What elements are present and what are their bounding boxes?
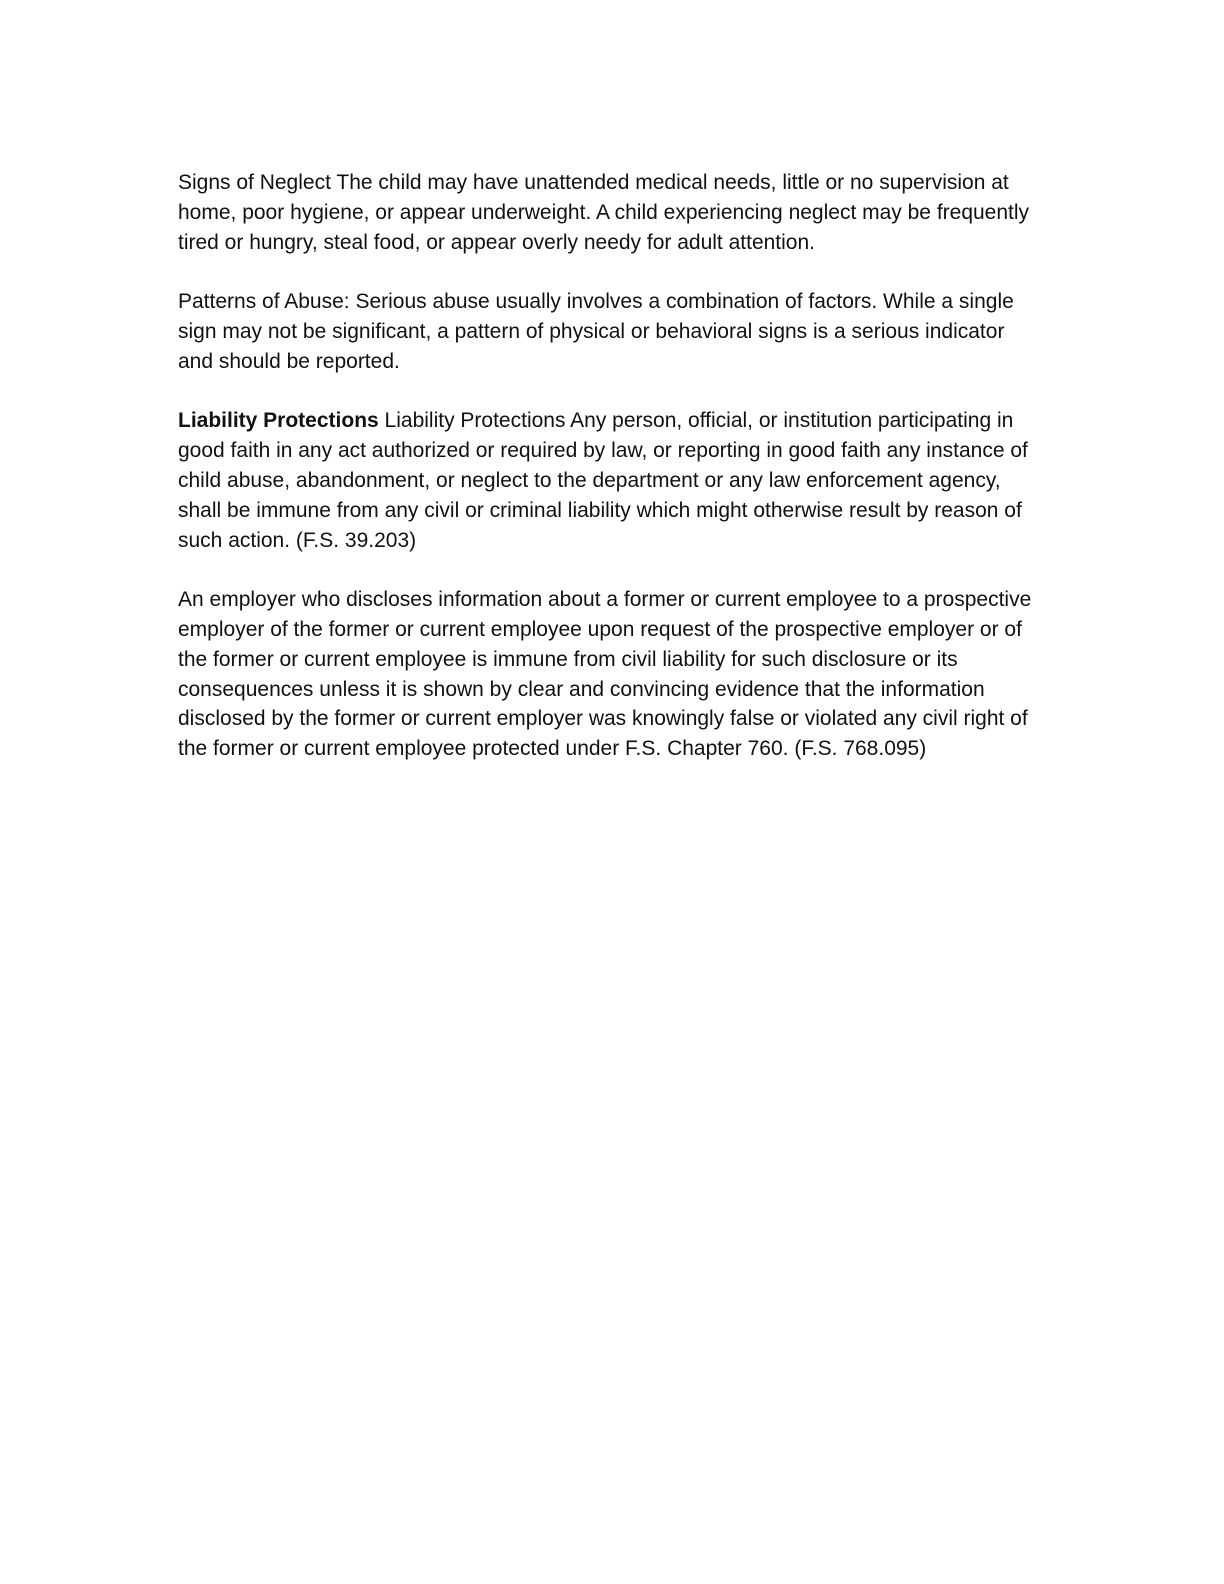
paragraph-employer-disclosure xyxy=(178,585,1038,764)
paragraph-patterns-of-abuse xyxy=(178,287,1038,376)
paragraph-text: Patterns of Abuse: Serious abuse usually involves a combination of factors. While a single sign may not be significant, a pattern of physical or behavioral signs is a serious indicator and should be reported. xyxy=(178,290,1014,373)
paragraph-text: Signs of Neglect The child may have unattended medical needs, little or no supervision at home, poor hygiene, or appear underweight. A child experiencing neglect may be frequently tired or hungry, steal food, or appear overly needy for adult attention. xyxy=(178,171,1030,254)
paragraph-signs-of-neglect xyxy=(178,168,1038,257)
paragraph-text: Liability Protections Any person, official, or institution participating in good faith in any act authorized or required by law, or reporting in good faith any instance of child abuse, abandonment, or neglect to the department or any law enforcement agency, shall be immune from any civil or criminal liability which might otherwise result by reason of such action. (F.S. 39.203) xyxy=(178,409,1028,552)
section-heading: Liability Protections xyxy=(178,409,379,433)
paragraph-liability-protections xyxy=(178,406,1038,555)
document-body xyxy=(178,168,1038,794)
paragraph-text: An employer who discloses information about a former or current employee to a prospective employer of the former or current employee upon request of the prospective employer or of the former or current employee is immune from civil liability for such disclosure or its consequences unless it is shown by clear and convincing evidence that the information disclosed by the former or current employer was knowingly false or violated any civil right of the former or current employee protected under F.S. Chapter 760. (F.S. 768.095) xyxy=(178,588,1032,761)
